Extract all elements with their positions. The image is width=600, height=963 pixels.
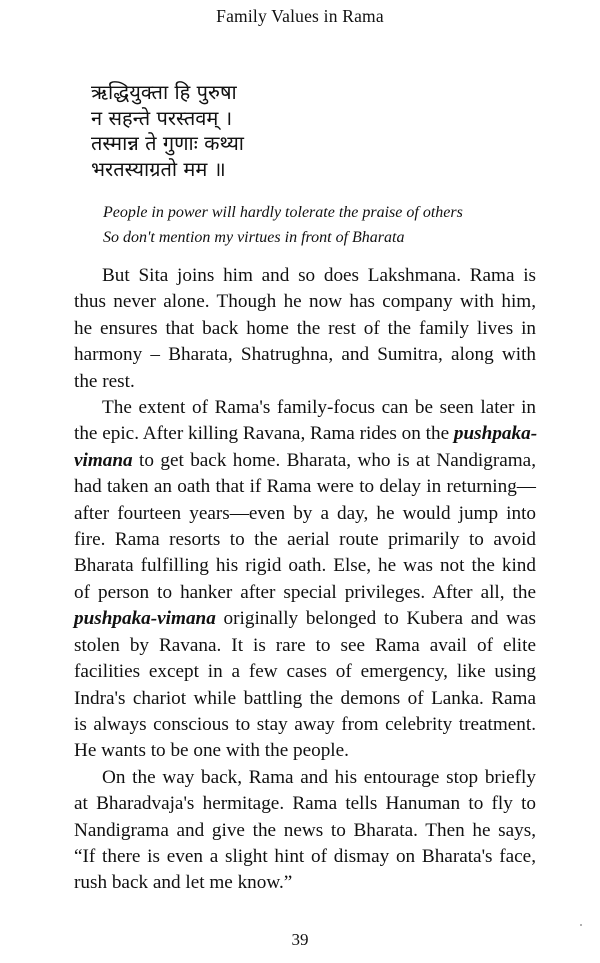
text-line: after fourteen years—even by a day, he would jump into xyxy=(74,502,536,524)
translation-line: So don't mention my virtues in front of Bharata xyxy=(103,229,405,246)
text-line: stolen by Ravana. It is rare to see Rama avail of elite xyxy=(74,634,536,656)
text-line: facilities except in a few cases of emergency, like using xyxy=(74,661,536,683)
text-segment: to get back home. Bharata, who is at Nandigrama, xyxy=(132,449,536,471)
body-text xyxy=(74,263,536,897)
text-line: But Sita joins him and so does Lakshmana. Rama is xyxy=(102,265,536,286)
sanskrit-verse xyxy=(91,80,244,182)
text-line: Indra's chariot while battling the demons of Lanka. Rama xyxy=(74,687,536,709)
translation-line: People in power will hardly tolerate the praise of others xyxy=(103,204,463,221)
text-line: He wants to be one with the people. xyxy=(74,740,349,762)
text-line: The extent of Rama's family-focus can be seen later in xyxy=(102,397,536,419)
text-line: the rest. xyxy=(74,370,135,392)
text-line: of person to hanker after special privileges. After all, the xyxy=(74,581,536,603)
text-line: harmony – Bharata, Shatrughna, and Sumitra, along with xyxy=(74,344,536,366)
paragraph-2 xyxy=(74,395,536,765)
verse-line: तस्मान्न ते गुणाः कथ्या xyxy=(91,131,244,155)
text-line xyxy=(74,448,536,474)
text-segment: the epic. After killing Ravana, Rama rides on the xyxy=(74,423,454,445)
text-line: is always conscious to stay away from celebrity treatment. xyxy=(74,713,536,735)
verse-line: ऋद्धियुक्ता हि पुरुषा xyxy=(91,80,237,104)
emphasized-term: pushpaka- xyxy=(453,423,538,445)
verse-translation xyxy=(103,200,463,250)
text-line: fire. Rama resorts to the aerial route primarily to avoid xyxy=(74,529,536,551)
text-line: at Bharadvaja's hermitage. Rama tells Hanuman to fly to xyxy=(74,793,536,815)
text-line: Nandigrama and give the news to Bharata. Then he says, xyxy=(74,819,536,841)
text-line: rush back and let me know.” xyxy=(74,872,293,894)
text-line: On the way back, Rama and his entourage stop briefly xyxy=(102,766,536,788)
emphasized-term: vimana xyxy=(74,449,133,471)
text-line: thus never alone. Though he now has company with him, xyxy=(74,291,536,313)
text-line: had taken an oath that if Rama were to delay in returning— xyxy=(74,476,536,498)
paragraph-1 xyxy=(74,263,536,395)
text-segment: originally belonged to Kubera and was xyxy=(215,608,536,630)
verse-line: न सहन्ते परस्तवम् । xyxy=(91,105,233,130)
page-number: 39 xyxy=(291,930,309,949)
text-line xyxy=(74,606,536,632)
verse-line: भरतस्याग्रतो मम ॥ xyxy=(91,156,226,181)
text-line: Bharata fulfilling his rigid oath. Else, he was not the kind xyxy=(74,555,536,577)
paragraph-3 xyxy=(74,765,536,897)
running-title: Family Values in Rama xyxy=(216,6,384,26)
text-line: he ensures that back home the rest of the family lives in xyxy=(74,317,536,339)
text-line: “If there is even a slight hint of dismay on Bharata's face, xyxy=(74,845,536,867)
text-line xyxy=(74,421,536,447)
emphasized-term: pushpaka-vimana xyxy=(74,608,216,630)
scan-speck xyxy=(580,924,582,926)
